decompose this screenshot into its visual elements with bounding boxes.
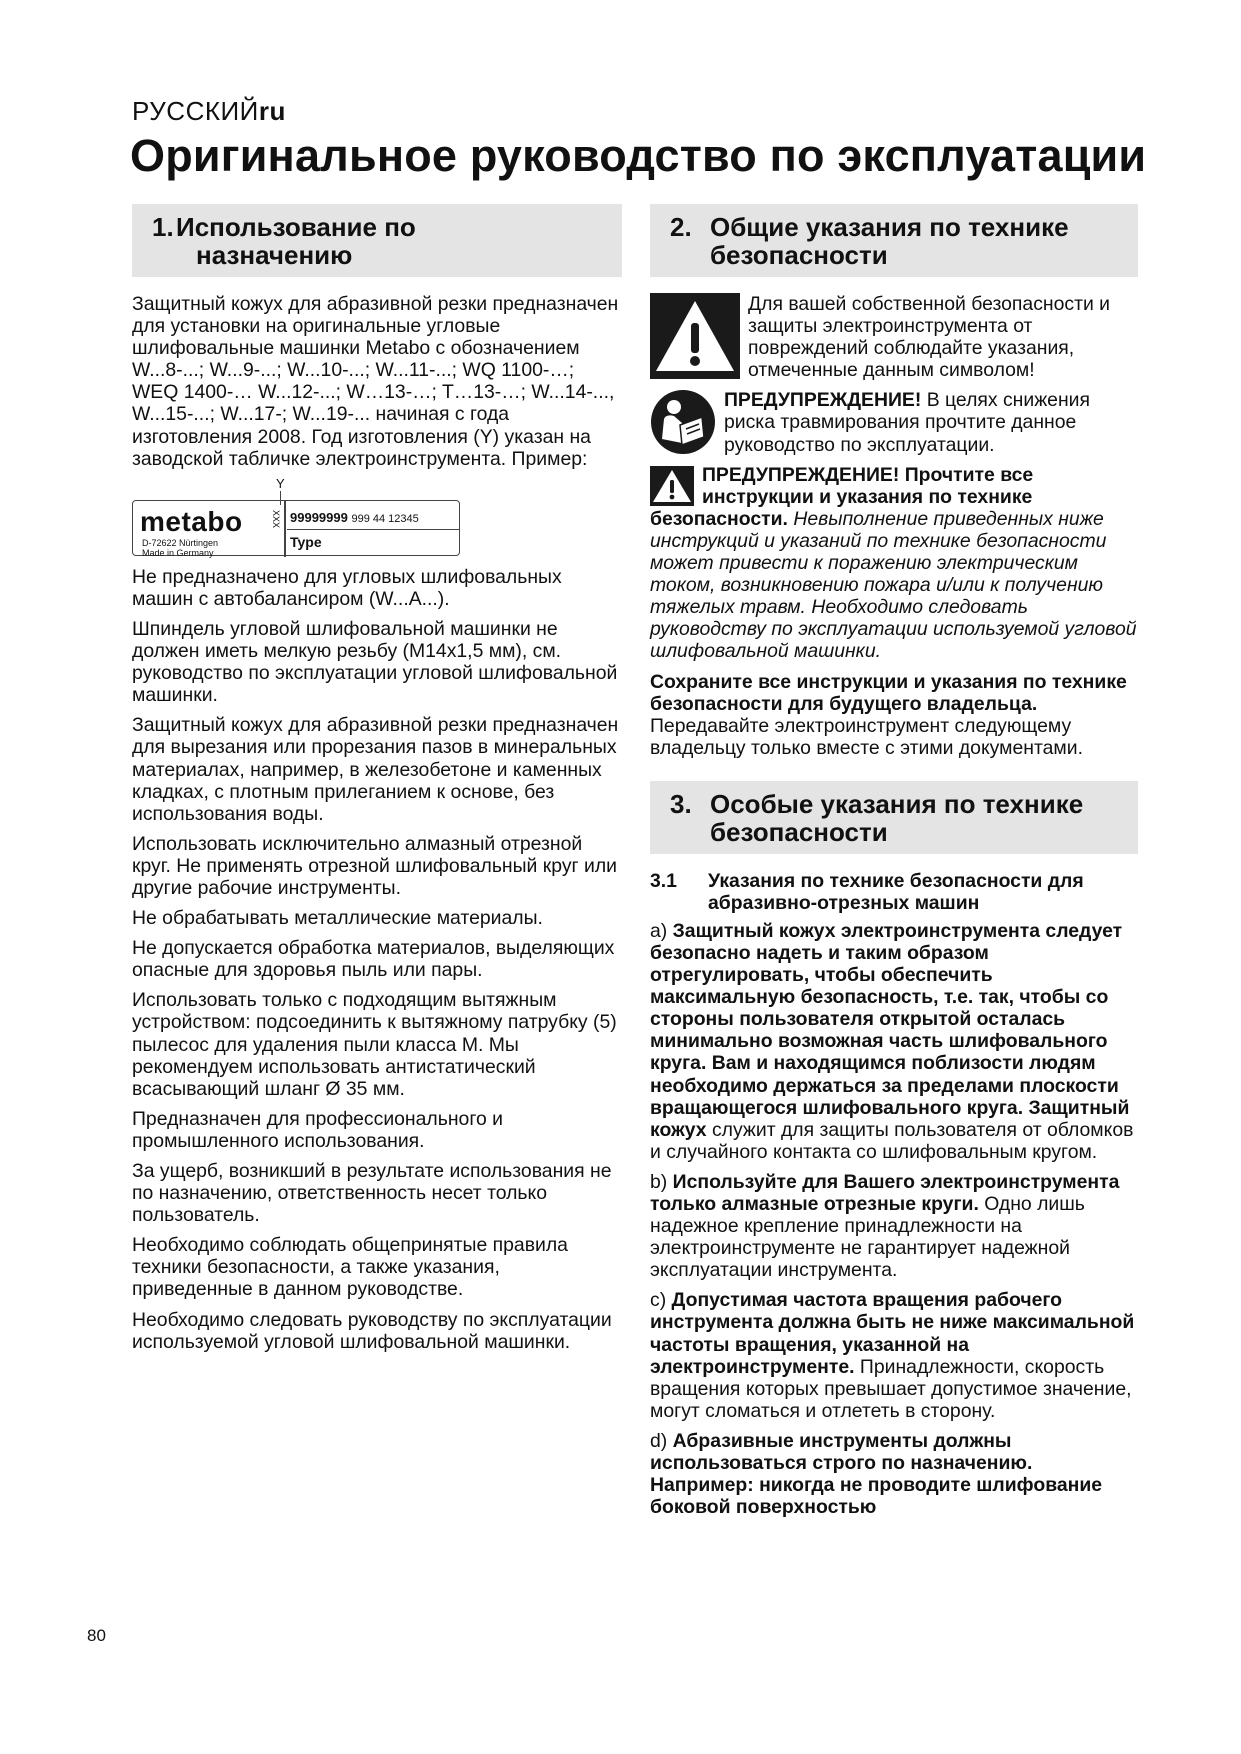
section-2-number: 2. bbox=[670, 212, 692, 242]
safety-symbol-text: Для вашей собственной безопасности и защиты электроинструмента от повреждений соблюдайте указания, отмеченные данным символом! bbox=[748, 293, 1111, 382]
plate-type: Type bbox=[290, 533, 322, 550]
language-label bbox=[132, 96, 286, 127]
item-d bbox=[650, 1430, 1138, 1518]
page-title: Оригинальное руководство по эксплуатации bbox=[130, 130, 1147, 181]
warning1-bold: ПРЕДУПРЕЖДЕНИЕ! bbox=[724, 389, 922, 412]
item-d-bold: Абразивные инструменты должны использоваться строго по назначению. Например: никогда не проводите шлифование боковой поверхностью bbox=[650, 1429, 1103, 1519]
subsection-number: 3.1 bbox=[650, 869, 677, 892]
general-warning-text bbox=[650, 464, 1138, 663]
read-manual-warning-text bbox=[724, 389, 1138, 455]
section-1-paragraph: Использовать только с подходящим вытяжным устройством: подсоединить к вытяжному патрубку (5) пылесос для удаления пыли класса М. Мы рекомендуем использовать антистатический всасывающий шланг Ø 35 мм. bbox=[132, 989, 617, 1100]
page-number: 80 bbox=[87, 1626, 106, 1645]
plate-divider bbox=[284, 500, 286, 557]
warning1-text: В целях снижения риска травмирования прочтите данное руководство по эксплуатации. bbox=[724, 389, 1090, 456]
section-2-title-line1: Общие указания по технике bbox=[710, 212, 1069, 242]
right-column bbox=[650, 204, 1138, 1526]
section-2-title-line2: безопасности bbox=[710, 240, 888, 270]
language-name: РУССКИЙ bbox=[132, 96, 259, 126]
general-warning-block bbox=[650, 464, 1138, 663]
section-1-paragraph: Шпиндель угловой шлифовальной машинки не должен иметь мелкую резьбу (М14х1,5 мм), см. руководство по эксплуатации угловой шлифовальной машинки. bbox=[132, 617, 618, 707]
section-1-paragraph: За ущерб, возникший в результате использования не по назначению, ответственность несет только пользователь. bbox=[132, 1160, 612, 1227]
keep-bold: Сохраните все инструкции и указания по технике безопасности для будущего владельца. bbox=[650, 670, 1127, 715]
plate-address-line1: D-72622 Nürtingen bbox=[142, 537, 219, 548]
item-c-marker: c) bbox=[650, 1289, 667, 1312]
item-b bbox=[650, 1171, 1138, 1281]
plate-code: 999 44 12345 bbox=[351, 512, 419, 525]
section-1-paragraph: Не допускается обработка материалов, выделяющих опасные для здоровья пыль или пары. bbox=[132, 937, 615, 982]
section-1-paragraph: Не обрабатывать металлические материалы. bbox=[132, 907, 543, 930]
warning2-bold: ПРЕДУПРЕЖДЕНИЕ! Прочтите все инструкции и указания по технике безопасности. bbox=[650, 463, 1034, 530]
item-a-marker: a) bbox=[650, 919, 668, 942]
plate-xxx: XXX bbox=[271, 509, 281, 528]
section-1-heading bbox=[132, 204, 622, 277]
item-a-bold: Защитный кожух электроинструмента следует безопасно надеть и таким образом отрегулировать, чтобы обеспечить максимальную безопасность, т.е. так, чтобы со стороны пользователя открытой осталась минимально возможная часть шлифовального круга. Вам и находящимся поблизости людям необходимо держаться за пределами плоскости вращающегося шлифовального круга. Защитный кожух bbox=[650, 919, 1130, 1141]
warning2-italic: Невыполнение приведенных ниже инструкций и указаний по технике безопасности может привести к поражению электрическим током, возникновению пожара и/или к получению тяжелых травм. Необходимо следовать руководству по эксплуатации используемой угловой шлифовальной машинки. bbox=[650, 507, 1137, 663]
year-marker: Y bbox=[276, 475, 285, 491]
item-c-bold: Допустимая частота вращения рабочего инструмента должна быть не ниже максимальной частоты вращения, указанной на электроинструменте. bbox=[650, 1289, 1135, 1378]
rating-plate-example bbox=[132, 476, 462, 558]
section-1-title-line1: Использование по bbox=[176, 212, 416, 242]
plate-serial bbox=[290, 510, 419, 525]
plate-hline bbox=[287, 529, 459, 531]
section-1-paragraph: Использовать исключительно алмазный отрезной круг. Не применять отрезной шлифовальный круг или другие рабочие инструменты. bbox=[132, 832, 617, 899]
read-manual-warning-row bbox=[650, 389, 1138, 455]
left-column bbox=[132, 204, 622, 1361]
section-1-paragraph: Защитный кожух для абразивной резки предназначен для вырезания или прорезания пазов в минеральных материалах, например, в железобетоне и каменных кладках, с плотным прилеганием к основе, без использования воды. bbox=[132, 714, 619, 825]
read-manual-icon bbox=[650, 389, 716, 455]
warning-triangle-icon bbox=[650, 293, 740, 379]
section-3-title-line1: Особые указания по технике bbox=[710, 788, 1084, 819]
warning-small-icon bbox=[650, 466, 694, 506]
section-1-paragraph: Не предназначено для угловых шлифовальных машин с автобалансиром (W...A...). bbox=[132, 565, 562, 610]
item-a-text: служит для защиты пользователя от обломков и случайного контакта со шлифовальным кругом. bbox=[650, 1118, 1134, 1163]
keep-text: Передавайте электроинструмент следующему владельцу только вместе с этими документами. bbox=[650, 714, 1083, 759]
section-1-paragraph: Предназначен для профессионального и промышленного использования. bbox=[132, 1107, 503, 1152]
item-d-marker: d) bbox=[650, 1429, 668, 1452]
section-3-title-line2: безопасности bbox=[710, 816, 888, 847]
subsection-3-1-title bbox=[650, 870, 1138, 914]
item-b-text: Одно лишь надежное крепление принадлежности на электроинструменте не гарантирует надежной эксплуатации инструмента. bbox=[650, 1193, 1085, 1282]
item-c-text: Принадлежности, скорость вращения которых превышает допустимое значение, могут сломаться и отлететь в сторону. bbox=[650, 1355, 1132, 1422]
keep-instructions-text bbox=[650, 671, 1138, 759]
language-code: ru bbox=[258, 96, 286, 126]
item-a bbox=[650, 920, 1138, 1163]
plate-address bbox=[142, 538, 218, 558]
plate-serial-number: 99999999 bbox=[290, 509, 348, 525]
safety-symbol-row bbox=[650, 293, 1138, 381]
plate-address-line2: Made in Germany bbox=[142, 547, 214, 558]
section-1-paragraph: Необходимо следовать руководству по эксплуатации используемой угловой шлифовальной машинки. bbox=[132, 1308, 612, 1353]
section-3-heading bbox=[650, 781, 1138, 854]
section-3-number: 3. bbox=[670, 788, 692, 819]
section-1-paragraph: Необходимо соблюдать общепринятые правила техники безопасности, а также указания, приведенные в данном руководстве. bbox=[132, 1234, 568, 1301]
metabo-logo: metabo bbox=[140, 505, 243, 537]
section-2-heading bbox=[650, 204, 1138, 277]
item-b-marker: b) bbox=[650, 1170, 668, 1193]
section-1-intro: Защитный кожух для абразивной резки предназначен для установки на оригинальные угловые шлифовальные машинки Metabo с обозначением W...8-...; W...9-...; W...10-...; W...11-...; WQ 1100-…; WEQ 1400-… W...12-...; W…13-…; T…13-…; W...14-..., W...15-...; W...17-; W...19-... начиная с года изготовления 2008. Год изготовления (Y) указан на заводской табличке электроинструмента. Пример: bbox=[132, 293, 619, 470]
item-b-bold: Используйте для Вашего электроинструмента только алмазные отрезные круги. bbox=[650, 1170, 1120, 1215]
section-1-number: 1. bbox=[152, 212, 174, 242]
subsection-title: Указания по технике безопасности для абразивно-отрезных машин bbox=[708, 869, 1084, 914]
item-c bbox=[650, 1289, 1138, 1422]
section-1-title-line2: назначению bbox=[196, 240, 353, 270]
